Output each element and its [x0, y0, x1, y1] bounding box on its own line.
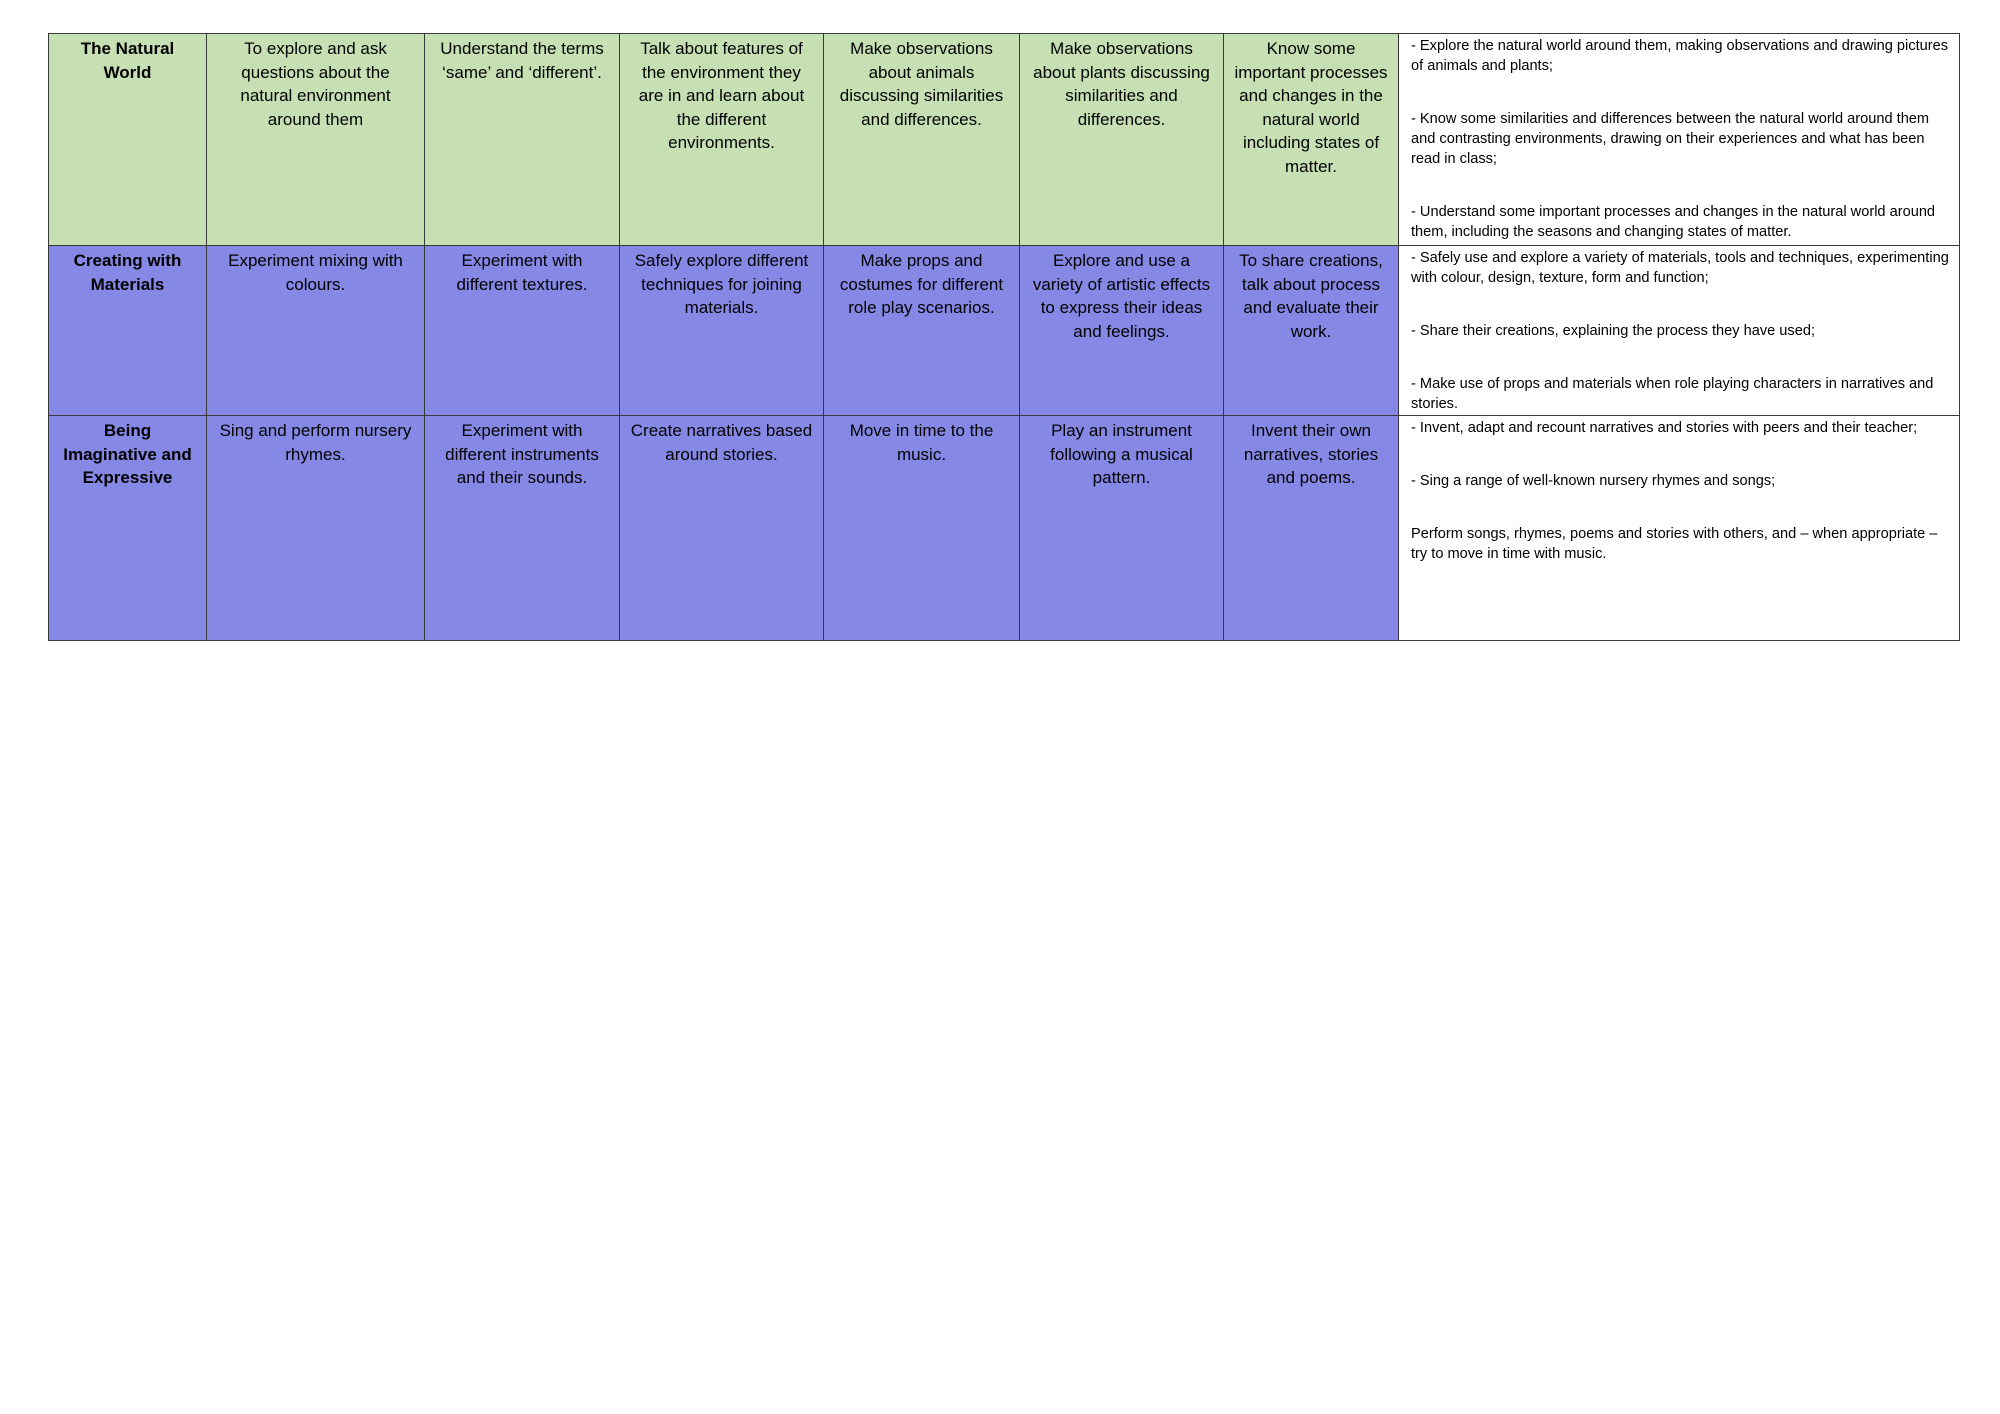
step-cell: [425, 416, 620, 641]
step-text: Invent their own narratives, stories and poems.: [1243, 421, 1379, 487]
step-cell: [1020, 246, 1224, 416]
step-text: Understand the terms ‘same’ and ‘different’.: [440, 39, 604, 82]
goal-item: - Explore the natural world around them, making observations and drawing pictures of animals and plants;: [1411, 38, 1949, 74]
step-text: Move in time to the music.: [849, 421, 994, 464]
step-cell: [824, 34, 1020, 246]
step-cell: [1224, 416, 1399, 641]
step-cell: [207, 246, 425, 416]
step-text: Make observations about animals discussing similarities and differences.: [839, 39, 1004, 129]
step-text: Experiment mixing with colours.: [228, 251, 403, 294]
step-cell: [620, 246, 824, 416]
step-text: Play an instrument following a musical pattern.: [1050, 421, 1193, 487]
goal-item: - Understand some important processes and changes in the natural world around them, including the seasons and changing states of matter.: [1411, 204, 1936, 240]
step-text: Know some important processes and changes in the natural world including states of matter.: [1234, 39, 1388, 176]
area-cell: [49, 34, 207, 246]
goals-cell: [1399, 246, 1960, 416]
area-name: Creating with Materials: [73, 251, 182, 294]
step-cell: [207, 416, 425, 641]
curriculum-table: [48, 33, 1960, 641]
step-text: Safely explore different techniques for joining materials.: [634, 251, 809, 317]
step-text: Talk about features of the environment they are in and learn about the different environments.: [638, 39, 805, 152]
goal-item: - Share their creations, explaining the process they have used;: [1411, 323, 1815, 339]
step-cell: [824, 246, 1020, 416]
table-row: [49, 34, 1960, 246]
step-cell: [1020, 416, 1224, 641]
step-text: Experiment with different instruments and their sounds.: [445, 421, 599, 487]
step-cell: [207, 34, 425, 246]
area-cell: [49, 246, 207, 416]
step-text: Explore and use a variety of artistic effects to express their ideas and feelings.: [1032, 251, 1211, 341]
step-cell: [620, 34, 824, 246]
goal-item: - Sing a range of well-known nursery rhymes and songs;: [1411, 473, 1776, 489]
step-text: Make observations about plants discussing similarities and differences.: [1033, 39, 1210, 129]
area-name: Being Imaginative and Expressive: [63, 421, 192, 487]
step-text: Sing and perform nursery rhymes.: [219, 421, 412, 464]
goal-item: - Safely use and explore a variety of materials, tools and techniques, experimenting with colour, design, texture, form and function;: [1411, 250, 1949, 286]
goal-item: - Make use of props and materials when role playing characters in narratives and stories.: [1411, 376, 1934, 412]
step-text: To share creations, talk about process and evaluate their work.: [1239, 251, 1383, 341]
step-text: Experiment with different textures.: [456, 251, 588, 294]
step-cell: [1224, 246, 1399, 416]
goal-item: - Know some similarities and differences between the natural world around them and contrasting environments, drawing on their experiences and what has been read in class;: [1411, 111, 1930, 167]
goals-cell: [1399, 34, 1960, 246]
step-cell: [620, 416, 824, 641]
step-cell: [824, 416, 1020, 641]
step-cell: [425, 246, 620, 416]
area-cell: [49, 416, 207, 641]
step-cell: [1224, 34, 1399, 246]
step-cell: [425, 34, 620, 246]
table-row: [49, 416, 1960, 641]
goals-cell: [1399, 416, 1960, 641]
step-cell: [1020, 34, 1224, 246]
step-text: Make props and costumes for different role play scenarios.: [839, 251, 1004, 317]
goal-item: Perform songs, rhymes, poems and stories with others, and – when appropriate – try to move in time with music.: [1411, 526, 1938, 562]
goal-item: - Invent, adapt and recount narratives and stories with peers and their teacher;: [1411, 420, 1918, 436]
step-text: Create narratives based around stories.: [630, 421, 813, 464]
area-name: The Natural World: [80, 39, 175, 82]
step-text: To explore and ask questions about the natural environment around them: [240, 39, 391, 129]
table-row: [49, 246, 1960, 416]
